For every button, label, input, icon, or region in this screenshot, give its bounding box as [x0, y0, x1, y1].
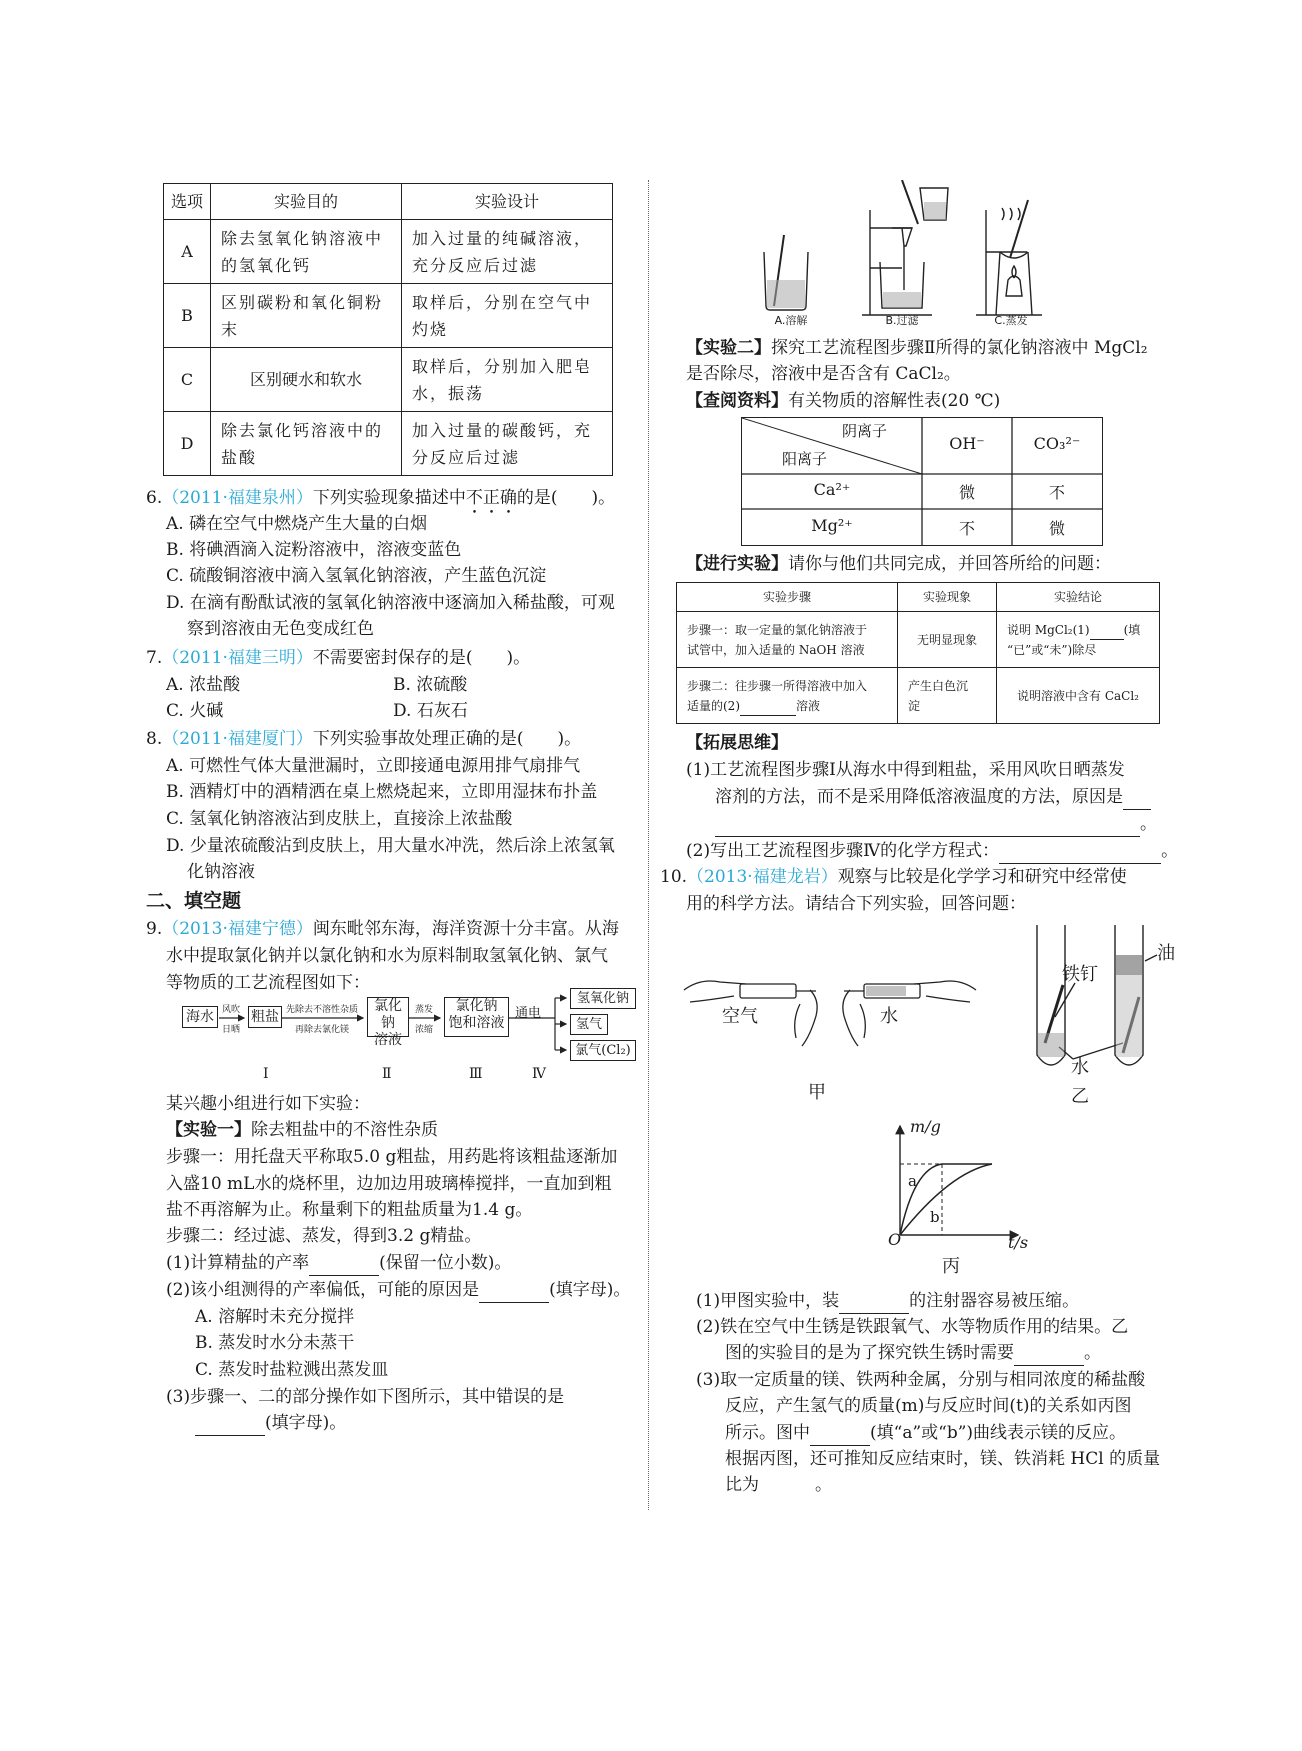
question-7-stem [146, 645, 530, 671]
option: B. 蒸发时水分未蒸干 [195, 1333, 355, 1353]
text: (2)写出工艺流程图步骤Ⅳ的化学方程式： [686, 841, 1000, 861]
flow-box-nacl-solution [367, 997, 409, 1048]
text: (填字母)。 [265, 1413, 347, 1433]
design-cell: 取样后，分别加入肥皂水，振荡 [402, 348, 613, 412]
emphasis-text: 不正确 [465, 488, 517, 508]
sub-question-3-cont [195, 1410, 346, 1436]
cell-line: “已”或“未”)除尽 [1007, 642, 1097, 657]
bracket-title: 【查阅资料】 [686, 391, 788, 411]
cell-line: 淀 [908, 698, 921, 713]
answer-blank[interactable] [1014, 1347, 1084, 1366]
header-conclusion: 实验结论 [997, 583, 1160, 612]
step-label: Ⅱ [382, 1066, 392, 1082]
answer-blank[interactable] [309, 1257, 379, 1276]
q10-sub-2: (2)铁在空气中生锈是铁跟氧气、水等物质作用的结果。乙 [696, 1317, 1129, 1337]
exp1-line: 盐不再溶解为止。称量剩下的粗盐质量为1.4 g。 [166, 1200, 533, 1220]
label-water: 水 [1071, 1057, 1089, 1078]
flow-label: 日晒 [221, 1025, 240, 1035]
option-cell: C [164, 348, 211, 412]
option-cell: A [164, 220, 211, 284]
process-flow-diagram [180, 991, 640, 1099]
apparatus-figure [752, 180, 1082, 330]
flow-label: 浓缩 [414, 1025, 433, 1035]
column-divider [648, 180, 649, 1510]
question-number: 8. [146, 729, 163, 749]
label-air: 空气 [722, 1006, 758, 1027]
extension-1-cont [715, 784, 1151, 810]
label-oil: 油 [1157, 943, 1175, 964]
row-header: Ca²⁺ [813, 480, 851, 499]
option-cell: B [164, 284, 211, 348]
answer-blank[interactable] [1090, 625, 1124, 640]
option: A. 浓盐酸 [166, 675, 241, 695]
figure-bing-graph [880, 1117, 1060, 1280]
table-cell: 不 [1048, 483, 1065, 502]
bracket-title: 【实验二】 [686, 338, 771, 358]
option: B. 浓硫酸 [393, 675, 468, 695]
table-row [164, 284, 613, 348]
cell-text: 说明 MgCl₂(1) [1007, 622, 1090, 637]
exp1-line: 步骤二：经过滤、蒸发，得到3.2 g精盐。 [166, 1226, 482, 1246]
cell-text: (填 [1123, 622, 1141, 637]
q10-sub-3-line-4: 根据丙图，还可推知反应结束时，镁、铁消耗 HCl 的质量 [725, 1449, 1161, 1469]
cell-line: 步骤二：往步骤一所得溶液中加入 [687, 678, 868, 693]
q10-sub-3-line-3 [725, 1420, 1126, 1446]
extension-2 [686, 838, 1178, 864]
text: 观察与比较是化学学习和研究中经常使 [837, 867, 1127, 887]
option-continued: 化钠溶液 [187, 862, 255, 882]
group-intro: 某兴趣小组进行如下实验： [166, 1094, 370, 1114]
option: A. 可燃性气体大量泄漏时，立即接通电源用排气扇排气 [166, 756, 581, 776]
phenomenon-cell: 无明显现象 [898, 612, 997, 668]
cell-text: 溶液 [796, 698, 821, 713]
header-step: 实验步骤 [677, 583, 898, 612]
header-option: 选项 [164, 184, 211, 220]
question-number: 6. [146, 488, 163, 508]
source-tag: （2011·福建厦门） [162, 729, 313, 749]
stem-text: 闽东毗邻东海，海洋资源十分丰富。从海 [312, 919, 619, 939]
step-cell [677, 612, 898, 668]
text: 。 [815, 1475, 832, 1495]
table-row [677, 668, 1160, 724]
flow-label: 风吹 [221, 1005, 240, 1015]
text: 。 [1084, 1343, 1101, 1363]
flow-box-text: 氯化钠 [455, 998, 498, 1014]
option: C. 火碱 [166, 701, 224, 721]
label-nail: 铁钉 [1062, 964, 1098, 985]
figure-label: C.蒸发 [994, 314, 1028, 327]
stem-text: 下列实验事故处理正确的是( )。 [312, 729, 582, 749]
flow-label: 再除去氯化镁 [294, 1025, 349, 1035]
text: 所示。图中 [725, 1423, 810, 1443]
cell-line: 试管中，加入适量的 NaOH 溶液 [687, 642, 865, 657]
option: D. 少量浓硫酸沾到皮肤上，用大量水冲洗，然后涂上浓氢氧 [166, 836, 615, 856]
origin-label: O [888, 1230, 902, 1249]
option-continued: 察到溶液由无色变成红色 [187, 619, 374, 639]
flow-box-crude-salt: 粗盐 [248, 1006, 282, 1028]
answer-blank[interactable] [839, 1295, 909, 1314]
step-label: Ⅰ [263, 1066, 269, 1082]
exp1-line: 步骤一：用托盘天平称取5.0 g粗盐，用药匙将该粗盐逐渐加 [166, 1147, 618, 1167]
figure-label: B.过滤 [885, 314, 919, 327]
design-cell: 取样后，分别在空气中灼烧 [402, 284, 613, 348]
answer-blank[interactable] [479, 1284, 549, 1303]
question-8-stem [146, 726, 581, 752]
text: (1)甲图实验中，装 [696, 1291, 840, 1311]
extension-1-answer-line [715, 811, 1157, 837]
anion-label: 阴离子 [842, 422, 888, 440]
figure-caption: 乙 [1071, 1086, 1089, 1107]
stem-text: 下列实验现象描述中 [312, 488, 466, 508]
stem-text: 的是( )。 [516, 488, 616, 508]
exp1-line: 入盛10 mL水的烧杯里，边加边用玻璃棒搅拌，一直加到粗 [166, 1174, 612, 1194]
option: D. 石灰石 [393, 701, 468, 721]
options-table [163, 183, 613, 476]
mass-time-graph [880, 1120, 1060, 1255]
do-experiment-title [686, 551, 1111, 577]
table-cell: 微 [958, 483, 975, 502]
flow-box-naoh: 氢氧化钠 [570, 988, 636, 1009]
source-tag: （2011·福建泉州） [162, 488, 313, 508]
option: D. 在滴有酚酞试液的氢氧化钠溶液中逐滴加入稀盐酸，可观 [166, 593, 615, 613]
option: C. 氢氧化钠溶液沾到皮肤上，直接涂上浓盐酸 [166, 809, 513, 829]
solubility-table [741, 417, 1103, 546]
bracket-title: 【实验一】 [166, 1120, 251, 1140]
purpose-cell: 区别硬水和软水 [211, 348, 402, 412]
question-9-line-2: 水中提取氯化钠并以氯化钠和水为原料制取氢氧化钠、氯气 [166, 946, 608, 966]
section-title: 二、填空题 [146, 890, 242, 912]
question-9-line-1 [146, 916, 619, 942]
purpose-cell: 除去氯化钙溶液中的盐酸 [211, 412, 402, 476]
answer-blank[interactable] [999, 845, 1161, 864]
text: 溶剂的方法，而不是采用降低溶液温度的方法，原因是 [715, 787, 1123, 807]
source-tag: （2013·福建龙岩） [687, 867, 838, 887]
cation-label: 阳离子 [782, 450, 828, 468]
experiment-2-title [686, 335, 1148, 361]
sub-question-1 [166, 1250, 511, 1276]
text: (2)该小组测得的产率偏低，可能的原因是 [166, 1280, 480, 1300]
answer-blank[interactable] [1123, 791, 1151, 810]
experiment-table [676, 582, 1160, 724]
curve-a-label: a [908, 1172, 917, 1190]
text: (填“a”或“b”)曲线表示镁的反应。 [870, 1423, 1127, 1443]
figure-caption: 丙 [942, 1256, 960, 1277]
col-header: CO₃²⁻ [1033, 434, 1081, 453]
extension-1: (1)工艺流程图步骤Ⅰ从海水中得到粗盐，采用风吹日晒蒸发 [686, 760, 1125, 780]
question-10-line-2: 用的科学方法。请结合下列实验，回答问题： [686, 894, 1026, 914]
cell-line: 步骤一：取一定量的氯化钠溶液于 [687, 622, 868, 637]
source-tag: （2011·福建三明） [162, 648, 313, 668]
text: 请你与他们共同完成，并回答所给的问题： [788, 554, 1111, 574]
text: (填字母)。 [549, 1280, 631, 1300]
flow-box-seawater: 海水 [182, 1006, 218, 1028]
text: 比为 [725, 1475, 759, 1495]
source-tag: （2013·福建宁德） [162, 919, 313, 939]
option: B. 将碘酒滴入淀粉溶液中，溶液变蓝色 [166, 540, 462, 560]
table-cell: 不 [958, 519, 975, 538]
flow-label: 蒸发 [414, 1005, 433, 1015]
question-10-line-1 [660, 864, 1127, 890]
conclusion-cell [997, 612, 1160, 668]
text: 探究工艺流程图步骤Ⅱ所得的氯化钠溶液中 MgCl₂ [771, 338, 1148, 358]
table-row [164, 412, 613, 476]
question-number: 10. [660, 867, 688, 887]
figure-jia-syringes [680, 960, 980, 1110]
purpose-cell: 除去氢氧化钠溶液中的氢氧化钙 [211, 220, 402, 284]
text: 有关物质的溶解性表(20 ℃) [788, 391, 1001, 411]
answer-blank[interactable] [715, 818, 1140, 837]
sub-question-3: (3)步骤一、二的部分操作如下图所示，其中错误的是 [166, 1387, 565, 1407]
answer-blank[interactable] [740, 701, 796, 716]
flow-box-chlorine: 氯气(Cl₂) [570, 1040, 636, 1061]
step-cell [677, 668, 898, 724]
option: A. 磷在空气中燃烧产生大量的白烟 [166, 514, 428, 534]
table-row [164, 348, 613, 412]
extension-title: 【拓展思维】 [686, 733, 788, 753]
option: A. 溶解时未充分搅拌 [195, 1307, 355, 1327]
header-phenomenon: 实验现象 [898, 583, 997, 612]
flow-box-text: 溶液 [374, 1032, 402, 1048]
cell-line: 产生白色沉 [908, 678, 969, 693]
header-design: 实验设计 [402, 184, 613, 220]
option: C. 蒸发时盐粒溅出蒸发皿 [195, 1360, 389, 1380]
curve-b-label: b [930, 1208, 940, 1226]
figure-yi-test-tubes [1015, 925, 1185, 1110]
step-label: Ⅳ [532, 1066, 546, 1082]
q10-sub-1 [696, 1288, 1079, 1314]
text: 。 [1161, 841, 1179, 861]
stem-text: 不需要密封保存的是( )。 [312, 648, 531, 668]
step-label: Ⅲ [469, 1066, 483, 1082]
cell-text: 适量的(2) [687, 698, 740, 713]
answer-blank[interactable] [810, 1427, 870, 1446]
q10-sub-3-line-2: 反应，产生氢气的质量(m)与反应时间(t)的关系如丙图 [725, 1396, 1132, 1416]
option: C. 硫酸铜溶液中滴入氢氧化钠溶液，产生蓝色沉淀 [166, 566, 547, 586]
experiment-2-line-2: 是否除尽，溶液中是否含有 CaCl₂。 [686, 364, 961, 384]
q10-sub-3-line-5 [725, 1472, 832, 1498]
flow-label: 通电 [515, 1006, 542, 1021]
option: B. 酒精灯中的酒精洒在桌上燃烧起来，立即用湿抹布扑盖 [166, 782, 598, 802]
design-cell: 加入过量的碳酸钙，充分反应后过滤 [402, 412, 613, 476]
flow-label: 先除去不溶性杂质 [285, 1005, 358, 1015]
text: (1)计算精盐的产率 [166, 1253, 310, 1273]
reference-title [686, 388, 1000, 414]
q10-sub-2-cont [725, 1340, 1101, 1366]
sub-question-2 [166, 1277, 630, 1303]
text: 的注射器容易被压缩。 [909, 1291, 1080, 1311]
figure-caption: 甲 [808, 1082, 826, 1103]
option-cell: D [164, 412, 211, 476]
apparatus-drawing [752, 180, 1082, 330]
table-cell: 微 [1048, 519, 1065, 538]
text: 。 [1140, 814, 1157, 834]
question-number: 7. [146, 648, 163, 668]
col-header: OH⁻ [949, 434, 985, 453]
table-row [677, 612, 1160, 668]
flow-box-text: 氯化钠 [374, 998, 402, 1031]
text: 图的实验目的是为了探究铁生锈时需要 [725, 1343, 1014, 1363]
answer-blank[interactable] [195, 1417, 265, 1436]
experiment-1-title [166, 1117, 438, 1143]
conclusion-cell: 说明溶液中含有 CaCl₂ [997, 668, 1160, 724]
figure-label: A.溶解 [774, 314, 808, 327]
y-axis-label: m/g [910, 1117, 941, 1136]
question-number: 9. [146, 919, 163, 939]
design-cell: 加入过量的纯碱溶液，充分反应后过滤 [402, 220, 613, 284]
label-water: 水 [880, 1006, 898, 1027]
flow-box-hydrogen: 氢气 [570, 1014, 608, 1035]
q10-sub-3: (3)取一定质量的镁、铁两种金属，分别与相同浓度的稀盐酸 [696, 1370, 1146, 1390]
flow-box-text: 饱和溶液 [448, 1015, 505, 1031]
header-purpose: 实验目的 [211, 184, 402, 220]
flow-box-saturated-solution [444, 997, 509, 1037]
purpose-cell: 区别碳粉和氧化铜粉末 [211, 284, 402, 348]
x-axis-label: t/s [1008, 1233, 1029, 1252]
question-9-line-3: 等物质的工艺流程图如下： [166, 973, 370, 993]
phenomenon-cell [898, 668, 997, 724]
title-text: 除去粗盐中的不溶性杂质 [251, 1120, 438, 1140]
table-row [164, 220, 613, 284]
text: (保留一位小数)。 [379, 1253, 512, 1273]
bracket-title: 【进行实验】 [686, 554, 788, 574]
row-header: Mg²⁺ [811, 516, 853, 535]
